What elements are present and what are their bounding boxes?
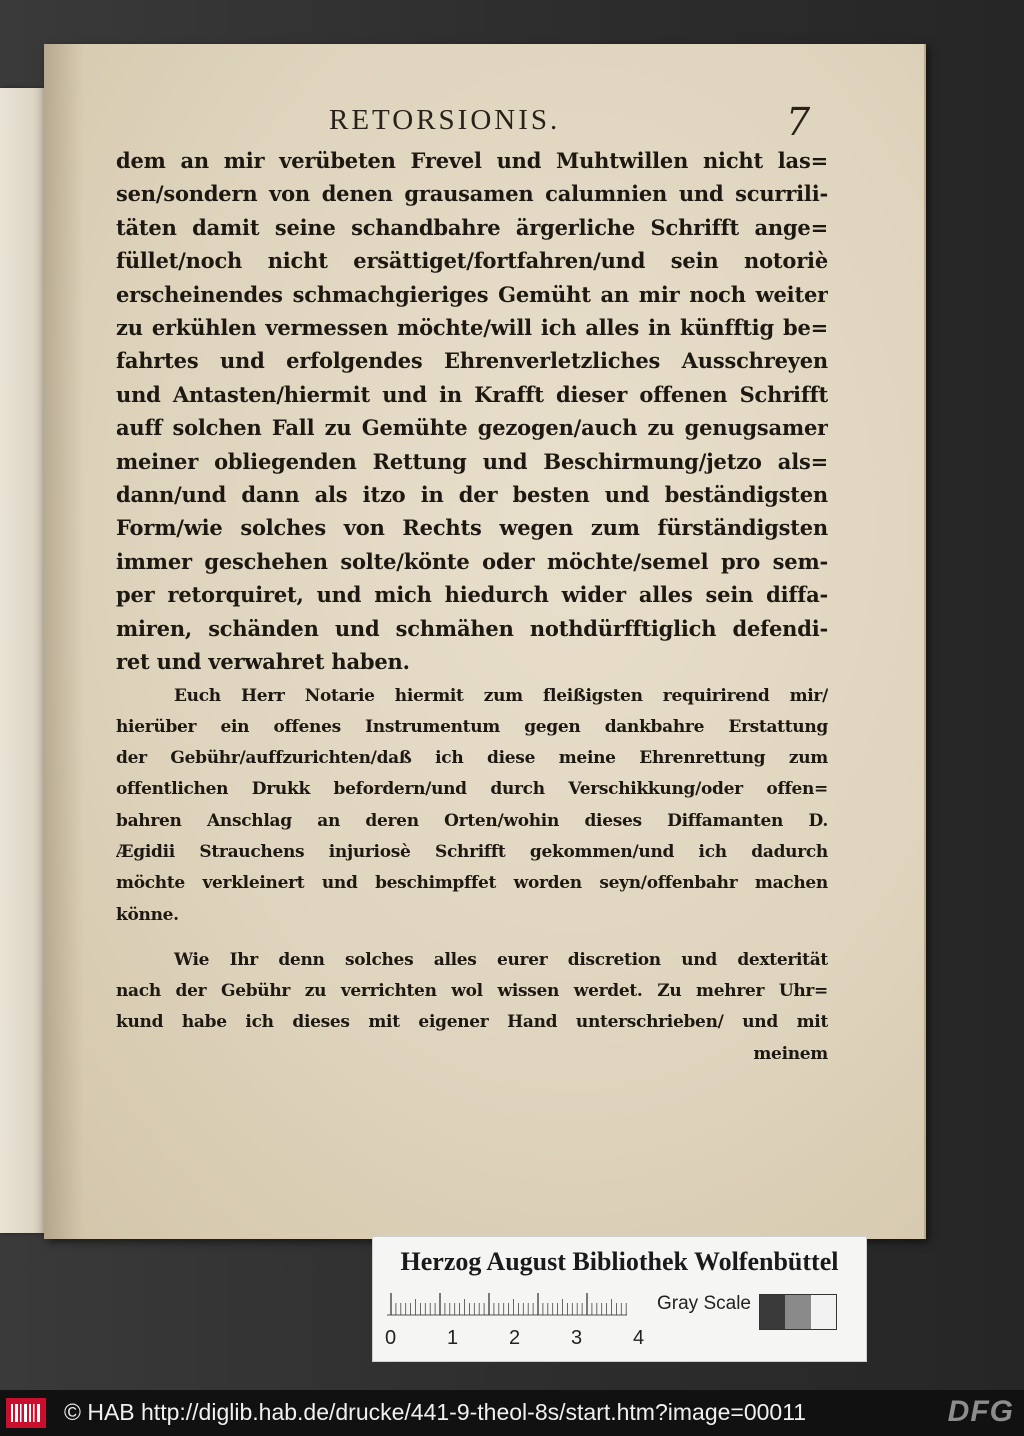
text-line: Ægidii Strauchens injuriosè Schrifft gekommen/und ich dadurch [116, 841, 828, 862]
text-line: auff solchen Fall zu Gemühte gezogen/auch zu genugsamer [116, 415, 828, 441]
text-line: erscheinendes schmachgieriges Gemüht an mir noch weiter [116, 281, 828, 307]
library-name: Herzog August Bibliothek Wolfenbüttel [400, 1247, 839, 1276]
text-line: Wie Ihr denn solches alles eurer discretion und dexterität [174, 949, 828, 970]
ruler-number: 4 [633, 1327, 645, 1349]
footer-bar [0, 1390, 1024, 1436]
paragraph-3 [116, 945, 828, 1070]
centimeter-ruler [387, 1293, 637, 1331]
text-line: ret und verwahret haben. [116, 649, 410, 675]
text-line: sen/sondern von denen grausamen calumnien und scurrili- [116, 181, 828, 207]
paragraph-2 [116, 681, 828, 931]
library-label-card [372, 1236, 867, 1362]
hab-barcode-logo-icon [6, 1398, 46, 1428]
text-line: Euch Herr Notarie hiermit zum fleißigsten requirirend mir/ [174, 685, 828, 706]
gray-swatch-cell [811, 1295, 836, 1329]
document-page [44, 44, 926, 1239]
ruler-number: 3 [571, 1327, 583, 1349]
running-head: RETORSIONIS. [329, 104, 561, 136]
page-number: 7 [786, 100, 811, 144]
ruler-number: 1 [447, 1327, 459, 1349]
catchword: meinem [753, 1043, 828, 1064]
copyright-link[interactable]: © HAB http://diglib.hab.de/drucke/441-9-theol-8s/start.htm?image=00011 [64, 1399, 807, 1425]
gray-scale-label: Gray Scale [657, 1293, 751, 1314]
left-facing-page-edge [0, 88, 48, 1233]
text-line: miren, schänden und schmähen nothdürfftiglich defendi- [116, 615, 828, 641]
text-line: nach der Gebühr zu verrichten wol wissen werdet. Zu mehrer Uhr= [116, 981, 828, 1002]
text-line: immer geschehen solte/könte oder möchte/semel pro sem- [116, 548, 828, 574]
text-line: dann/und dann als itzo in der besten und beständigsten [116, 482, 828, 508]
text-line: per retorquiret, und mich hiedurch wider alles sein diffa- [116, 582, 828, 608]
text-line: hierüber ein offenes Instrumentum gegen dankbahre Erstattung [116, 716, 828, 737]
text-line: Form/wie solches von Rechts wegen zum fürständigsten [116, 515, 828, 541]
text-line: der Gebühr/auffzurichten/daß ich diese meine Ehrenrettung zum [116, 748, 828, 769]
text-line: könne. [116, 904, 179, 925]
paragraph-1 [116, 144, 828, 679]
text-line: füllet/noch nicht ersättiget/fortfahren/und sein notoriè [116, 248, 828, 274]
text-line: möchte verkleinert und beschimpffet worden seyn/offenbahr machen [116, 873, 828, 894]
gray-scale-swatch [759, 1294, 837, 1330]
text-line: dem an mir verübeten Frevel und Muhtwillen nicht las= [116, 148, 828, 173]
text-line: bahren Anschlag an deren Orten/wohin dieses Diffamanten D. [116, 810, 828, 831]
gray-swatch-cell [760, 1295, 785, 1329]
text-line: täten damit seine schandbahre ärgerliche Schrifft ange= [116, 214, 828, 240]
dfg-logo: DFG [947, 1395, 1014, 1428]
text-line: fahrtes und erfolgendes Ehrenverletzliches Ausschreyen [116, 348, 828, 374]
text-line: und Antasten/hiermit und in Krafft dieser offenen Schrifft [116, 381, 828, 407]
ruler-number: 2 [509, 1327, 521, 1349]
ruler-number: 0 [385, 1327, 397, 1349]
text-line: meiner obliegenden Rettung und Beschirmung/jetzo als= [116, 448, 828, 474]
text-line: kund habe ich dieses mit eigener Hand unterschrieben/ und mit [116, 1012, 828, 1033]
body-text [116, 144, 828, 1070]
text-line: offentlichen Drukk befordern/und durch Verschikkung/oder offen= [116, 779, 828, 800]
text-line: zu erkühlen vermessen möchte/will ich alles in künfftig be= [116, 315, 828, 341]
gray-swatch-cell [785, 1295, 810, 1329]
